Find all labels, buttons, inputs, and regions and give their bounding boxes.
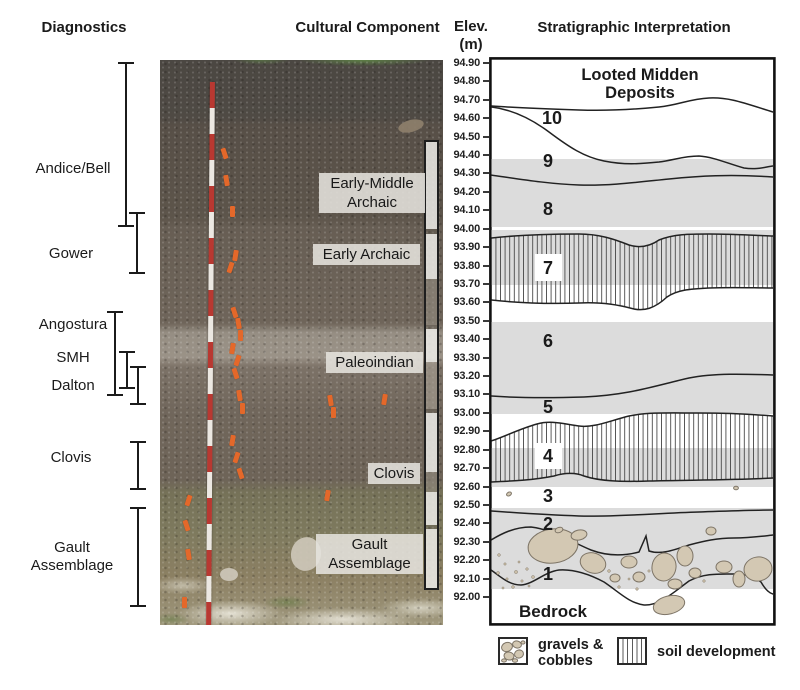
survey-flag [229, 343, 236, 355]
elevation-tick-label: 93.00 [453, 406, 480, 419]
stratum-10: 10 [541, 108, 563, 128]
bedrock-label: Bedrock [518, 602, 588, 621]
bracket-angostura [107, 312, 123, 395]
survey-flag [226, 261, 234, 273]
diagnostics-brackets [0, 0, 160, 690]
stratum-9: 9 [542, 151, 554, 171]
stratum-5: 5 [542, 397, 554, 417]
bracket-clovis [130, 442, 146, 489]
stratum-4: 4 [542, 446, 554, 466]
survey-flag [184, 494, 192, 506]
elevation-tick-label: 94.40 [453, 149, 480, 162]
survey-flag [182, 597, 187, 608]
elevation-tick [432, 462, 489, 474]
elevation-unit: (m) [459, 36, 483, 53]
elevation-tick [432, 407, 489, 419]
elevation-tick [432, 444, 489, 456]
elevation-tick-label: 94.80 [453, 75, 480, 88]
gravel-legend-swatch [498, 637, 528, 665]
elevation-tick [432, 315, 489, 327]
elevation-tick [432, 278, 489, 290]
diagnostics-title: Diagnostics [41, 19, 127, 36]
elevation-tick [432, 554, 489, 566]
component-label-line: Early Archaic [322, 246, 411, 263]
surface-stone [397, 117, 425, 135]
component-label-line: Assemblage [328, 555, 411, 572]
diagnostic-smh: SMH [56, 349, 90, 366]
elevation-tick-label: 92.00 [453, 591, 480, 603]
component-label-line: Clovis [373, 465, 415, 482]
soil-development-legend-label: soil development [657, 644, 776, 660]
looted-midden-line2: Deposits [605, 84, 675, 102]
elevation-title: Elev. [454, 18, 488, 35]
elevation-tick-label: 92.10 [453, 572, 480, 585]
elevation-tick [432, 388, 489, 400]
elevation-tick [432, 186, 489, 198]
diagnostic-gault-line1: Gault [54, 539, 90, 556]
elevation-tick [432, 573, 489, 585]
diagnostic-andice-bell: Andice/Bell [35, 160, 111, 177]
bracket-gower [129, 213, 145, 273]
elevation-tick-label: 94.90 [453, 57, 480, 69]
bracket-dalton [130, 367, 146, 404]
component-label-line: Paleoindian [335, 354, 414, 371]
looted-midden-line1: Looted Midden [581, 66, 699, 84]
survey-flag [240, 403, 245, 414]
survey-flag [229, 435, 236, 447]
survey-flag [185, 549, 192, 561]
elevation-tick [432, 591, 489, 603]
elevation-tick-label: 92.30 [453, 535, 480, 548]
elevation-tick-label: 93.60 [453, 296, 480, 309]
stratum-1: 1 [542, 564, 554, 584]
elevation-tick-label: 93.30 [453, 351, 480, 364]
diagnostic-angostura: Angostura [38, 316, 108, 333]
elevation-tick-label: 92.50 [453, 498, 480, 511]
gravel-legend-line1: gravels & [538, 637, 604, 653]
component-early-archaic [313, 244, 420, 265]
elevation-axis [432, 57, 489, 603]
diagnostic-gower: Gower [48, 245, 94, 262]
diagnostic-clovis: Clovis [50, 449, 92, 466]
elevation-tick-label: 93.20 [453, 370, 480, 383]
elevation-tick-label: 92.20 [453, 554, 480, 567]
survey-flag [381, 394, 388, 406]
survey-flag [236, 467, 244, 479]
elevation-tick-label: 94.00 [453, 222, 480, 235]
elevation-tick [432, 241, 489, 253]
elevation-tick-label: 92.40 [453, 517, 480, 530]
component-label-line: Gault [351, 536, 388, 553]
limestone-cobble [220, 568, 238, 581]
cultural-component-title: Cultural Component [295, 19, 440, 36]
survey-flag [327, 395, 334, 407]
elevation-tick-label: 92.90 [453, 425, 480, 438]
survey-flag [230, 206, 235, 217]
elevation-tick-label: 93.70 [453, 277, 480, 290]
elevation-tick [432, 204, 489, 216]
elevation-tick [432, 296, 489, 308]
soil-development-legend-swatch [617, 637, 647, 665]
elevation-tick [432, 167, 489, 179]
component-paleoindian [326, 352, 423, 373]
survey-flag [231, 367, 239, 379]
elevation-tick [432, 75, 489, 87]
survey-flag [232, 451, 240, 463]
interpretation-title: Stratigraphic Interpretation [537, 19, 731, 36]
elevation-tick-label: 94.20 [453, 185, 480, 198]
elevation-tick-label: 93.40 [453, 333, 480, 346]
component-early-middle-archaic [319, 173, 425, 213]
elevation-tick [432, 333, 489, 345]
elevation-tick-label: 94.30 [453, 167, 480, 180]
gravel-legend-label [538, 637, 603, 669]
survey-flag [220, 147, 228, 159]
elevation-tick [432, 517, 489, 529]
stratum-3: 3 [542, 486, 554, 506]
survey-flag [233, 354, 241, 366]
survey-flag [235, 318, 242, 330]
elevation-tick [432, 260, 489, 272]
survey-flag [331, 407, 336, 418]
elevation-tick [432, 149, 489, 161]
bracket-gault [130, 508, 146, 606]
elevation-tick [432, 57, 489, 69]
elevation-tick [432, 481, 489, 493]
elevation-tick-label: 93.50 [453, 314, 480, 327]
stratum-6: 6 [542, 331, 554, 351]
elevation-tick-label: 94.60 [453, 112, 480, 125]
elevation-tick-label: 92.60 [453, 480, 480, 493]
survey-flag [236, 390, 243, 402]
interpretation-panel [489, 57, 776, 626]
stratum-2: 2 [542, 514, 554, 534]
elevation-tick [432, 131, 489, 143]
survey-flag [230, 306, 238, 318]
elevation-tick [432, 536, 489, 548]
gravel-legend-line2: cobbles [538, 653, 593, 669]
elevation-tick [432, 352, 489, 364]
elevation-tick-label: 94.70 [453, 93, 480, 106]
elevation-tick [432, 112, 489, 124]
diagnostic-dalton: Dalton [51, 377, 95, 394]
stratum-8: 8 [542, 199, 554, 219]
bracket-andice-bell [118, 63, 134, 226]
component-label-line: Archaic [346, 194, 398, 211]
survey-flag [223, 175, 230, 187]
elevation-tick-label: 93.90 [453, 241, 480, 254]
elevation-tick-label: 92.80 [453, 443, 480, 456]
elevation-tick-label: 94.50 [453, 130, 480, 143]
survey-rod [206, 82, 215, 625]
survey-flag [232, 250, 239, 262]
component-clovis [368, 463, 420, 484]
elevation-tick [432, 94, 489, 106]
excavation-profile-photo [160, 60, 443, 625]
stratum-7: 7 [542, 258, 554, 278]
gravel-swatch-graphic [500, 639, 526, 663]
elevation-tick-label: 93.80 [453, 259, 480, 272]
elevation-tick-label: 94.10 [453, 204, 480, 217]
survey-flag [182, 519, 190, 531]
survey-flag [238, 330, 243, 341]
component-label-line: Early-Middle [330, 175, 414, 192]
elevation-tick [432, 370, 489, 382]
bracket-smh [119, 352, 135, 388]
elevation-tick-label: 93.10 [453, 388, 480, 401]
component-gault-assemblage [316, 534, 423, 574]
survey-flag [324, 490, 331, 502]
elevation-tick-label: 92.70 [453, 462, 480, 475]
elevation-tick [432, 425, 489, 437]
elevation-tick [432, 223, 489, 235]
elevation-tick [432, 499, 489, 511]
diagnostic-gault-line2: Assemblage [30, 557, 114, 574]
